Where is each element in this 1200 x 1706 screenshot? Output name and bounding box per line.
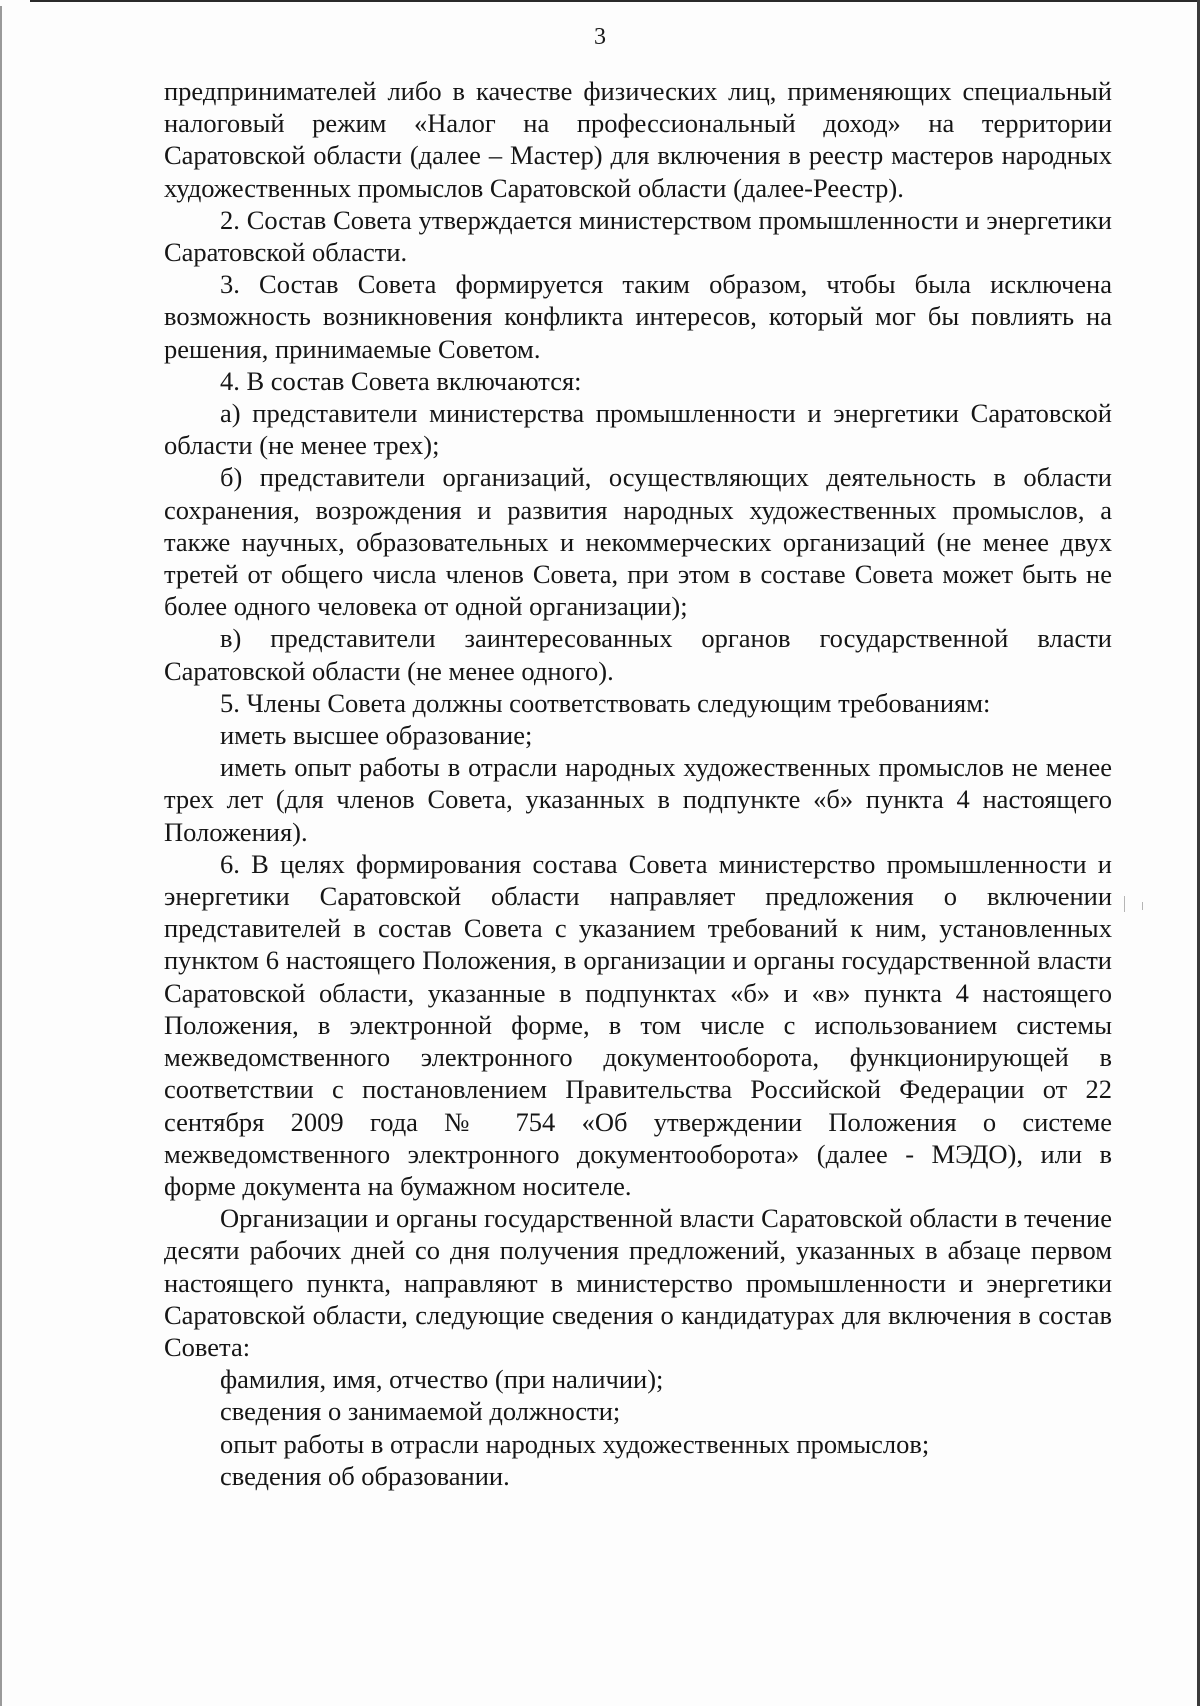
document-body bbox=[164, 75, 1112, 1492]
paragraph: а) представители министерства промышленности и энергетики Саратовской области (не менее трех); bbox=[164, 398, 1112, 461]
paragraph: б) представители организаций, осуществляющих деятельность в области сохранения, возрождения и развития народных художественных промыслов, а также научных, образовательных и некоммерческих организаций (не менее двух третей от общего числа членов Совета, при этом в составе Совета может быть не более одного человека от одной организации); bbox=[164, 462, 1112, 622]
paragraph: 6. В целях формирования состава Совета министерство промышленности и энергетики Саратовской области направляет предложения о включении представителей в состав Совета с указанием требований к ним, установленных пунктом 6 настоящего Положения, в организации и органы государственной власти Саратовской области, указанные в подпунктах «б» и «в» пункта 4 настоящего Положения, в электронной форме, в том числе с использованием системы межведомственного электронного документооборота, функционирующей в соответствии с постановлением Правительства Российской Федерации от 22 сентября 2009 года № 754 «Об утверждении Положения о системе межведомственного электронного документооборота» (далее - МЭДО), или в форме документа на бумажном носителе. bbox=[164, 848, 1112, 1201]
paragraph: сведения о занимаемой должности; bbox=[220, 1396, 621, 1427]
paragraph: 3. Состав Совета формируется таким образом, чтобы была исключена возможность возникновения конфликта интересов, который мог бы повлиять на решения, принимаемые Советом. bbox=[164, 269, 1112, 364]
paragraph: опыт работы в отрасли народных художественных промыслов; bbox=[220, 1428, 930, 1459]
scan-mark bbox=[1124, 896, 1125, 912]
paragraph: 4. В состав Совета включаются: bbox=[220, 365, 582, 396]
scan-edge-top bbox=[30, 0, 1200, 2]
paragraph: в) представители заинтересованных органов государственной власти Саратовской области (не менее одного). bbox=[164, 623, 1112, 686]
paragraph: фамилия, имя, отчество (при наличии); bbox=[220, 1364, 664, 1395]
paragraph: иметь опыт работы в отрасли народных художественных промыслов не менее трех лет (для членов Совета, указанных в подпункте «б» пункта 4 настоящего Положения). bbox=[164, 752, 1112, 847]
paragraph: 2. Состав Совета утверждается министерством промышленности и энергетики Саратовской области. bbox=[164, 204, 1112, 268]
paragraph: иметь высшее образование; bbox=[220, 720, 533, 751]
page-number: 3 bbox=[594, 24, 606, 50]
paragraph: сведения об образовании. bbox=[220, 1460, 510, 1491]
scan-mark bbox=[1142, 902, 1143, 910]
paragraph: предпринимателей либо в качестве физических лиц, применяющих специальный налоговый режим «Налог на профессиональный доход» на территории Саратовской области (далее – Мастер) для включения в реестр мастеров народных художественных промыслов Саратовской области (далее-Реестр). bbox=[164, 76, 1112, 203]
paragraph: Организации и органы государственной власти Саратовской области в течение десяти рабочих дней со дня получения предложений, указанных в абзаце первом настоящего пункта, направляют в министерство промышленности и энергетики Саратовской области, следующие сведения о кандидатурах для включения в состав Совета: bbox=[164, 1203, 1112, 1362]
paragraph: 5. Члены Совета должны соответствовать следующим требованиям: bbox=[220, 687, 991, 718]
scan-edge-left bbox=[0, 6, 2, 1706]
